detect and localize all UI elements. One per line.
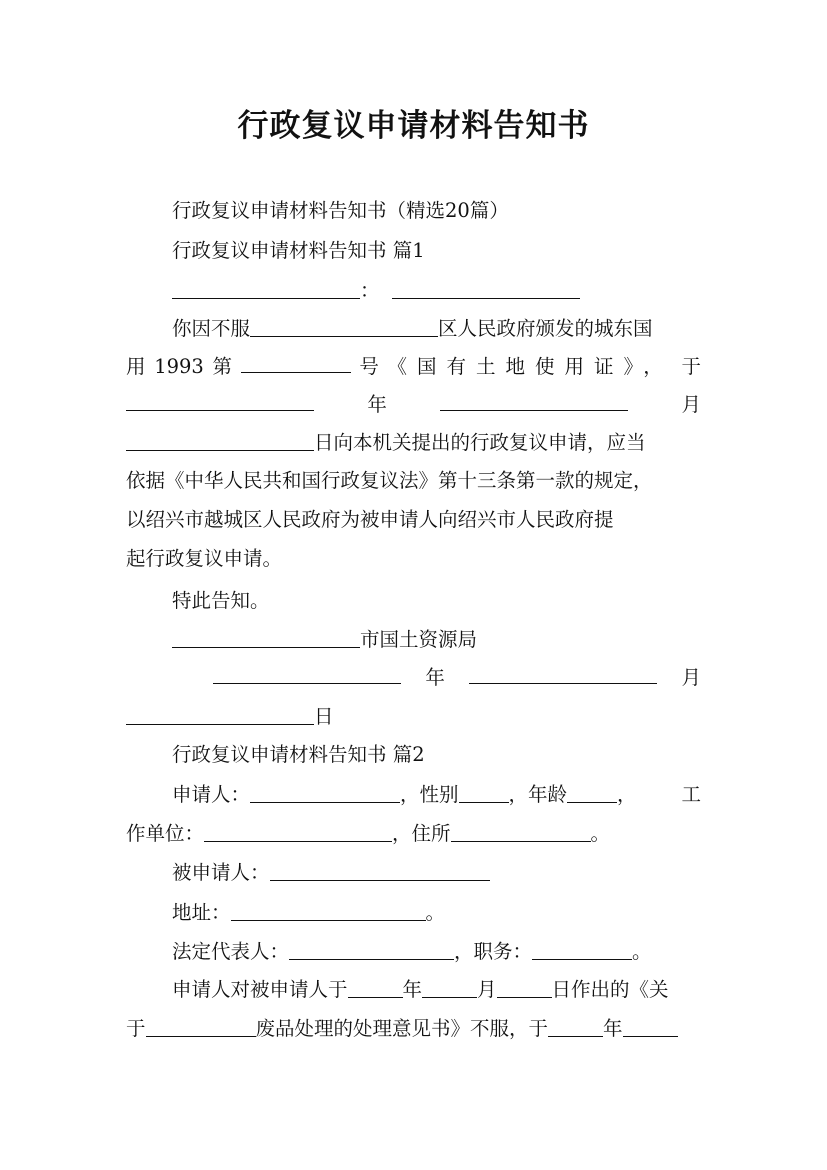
blank [497,977,552,998]
blank [459,782,509,803]
blank [250,316,438,337]
colon: ： [360,279,380,302]
part2-heading: 行政复议申请材料告知书 篇2 [172,743,425,766]
blank [422,977,477,998]
blank [623,1016,678,1037]
blank [469,663,657,684]
blank [567,782,617,803]
p2-legal-line: 法定代表人： ，职务： 。 [172,940,652,963]
p1-line2: 用 1993 第 号 《国有土地使用证》， 于 [126,352,701,382]
p1-line5: 依据《中华人民共和国行政复议法》第十三条第一款的规定， [126,469,653,492]
blank [348,977,403,998]
blank [172,278,360,299]
blank [392,278,580,299]
addressee-line [172,276,580,306]
blank [250,782,400,803]
blank [213,663,401,684]
p2-line7: 申请人对被申请人于 年 月 日作出的《关 [172,978,669,1001]
notice: 特此告知。 [172,589,270,612]
blank [126,390,314,411]
p1-line7: 起行政复议申请。 [126,547,283,570]
blank [172,627,360,648]
p1-line3: 年 月 [126,390,701,420]
sign-day-line: 日 [126,702,334,732]
blank [146,1016,256,1037]
p1-line1: 你因不服 区人民政府颁发的城东国 [172,317,653,340]
blank [451,821,591,842]
subtitle: 行政复议申请材料告知书（精选20篇） [172,199,509,222]
blank [241,352,351,373]
p1-line6: 以绍兴市越城区人民政府为被申请人向绍兴市人民政府提 [126,508,614,531]
blank [548,1016,603,1037]
p2-address-line: 地址： 。 [172,901,446,924]
sign-date-line: 年 月 [213,663,701,693]
p2-applicant-line: 申请人： ，性别 ，年龄 ， 工 [172,783,701,806]
blank [532,939,632,960]
p2-respondent-line: 被申请人： [172,858,490,888]
blank [270,860,490,881]
blank [126,704,314,725]
blank [231,900,426,921]
document-title: 行政复议申请材料告知书 [237,108,590,144]
part1-heading: 行政复议申请材料告知书 篇1 [172,239,425,262]
blank [440,390,628,411]
p2-line8: 于 废品处理的处理意见书》不服，于 年 [126,1014,678,1044]
p2-work-line: 作单位： ，住所 。 [126,822,611,845]
p1-line4: 日向本机关提出的行政复议申请，应当 [126,428,646,458]
blank [126,430,314,451]
blank [289,939,454,960]
bureau-line: 市国土资源局 [172,625,477,655]
blank [204,821,392,842]
